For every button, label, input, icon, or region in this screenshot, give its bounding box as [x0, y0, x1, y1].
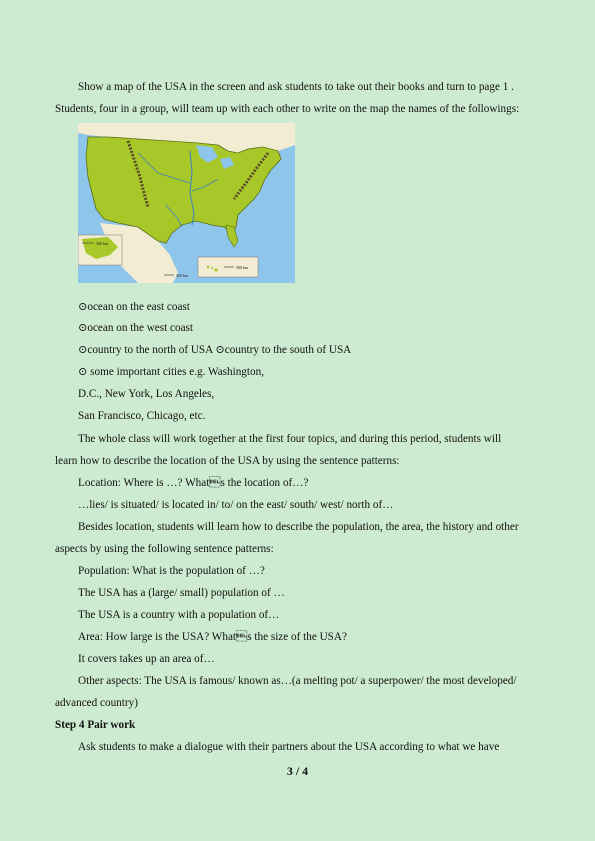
- population-answer-2: The USA is a country with a population of…: [78, 609, 280, 621]
- bullet-cities: ⊙ some important cities e.g. Washington,: [78, 366, 264, 378]
- mainland-scale-label: 500 km: [176, 273, 189, 278]
- bullet-north-south: ⊙country to the north of USA ⊙country to the south of USA: [78, 344, 352, 356]
- bullet-west-coast: ⊙ocean on the west coast: [78, 322, 193, 334]
- paragraph-intro-line-2: Students, four in a group, will team up with each other to write on the map the names of the followings:: [55, 103, 520, 115]
- bullet-cities-line-2: D.C., New York, Los Angeles,: [78, 388, 215, 400]
- hawaii-island-2: [211, 267, 213, 269]
- bullet-cities-line-3: San Francisco, Chicago, etc.: [78, 410, 206, 422]
- area-question: Area: How large is the USA? Whats the size of the USA?: [78, 631, 347, 643]
- paragraph-whole-class-line-1: The whole class will work together at the first four topics, and during this period, students will: [78, 433, 502, 445]
- step4-heading: Step 4 Pair work: [55, 719, 136, 731]
- step4-paragraph-line-1: Ask students to make a dialogue with their partners about the USA according to what we have: [78, 741, 500, 753]
- population-question: Population: What is the population of …?: [78, 565, 265, 577]
- hawaii-scale-label: 500 km: [236, 265, 249, 270]
- bullet-east-coast: ⊙ocean on the east coast: [78, 301, 190, 313]
- paragraph-intro-line-1: Show a map of the USA in the screen and ask students to take out their books and turn to page 1 .: [78, 81, 514, 93]
- area-answer: It covers takes up an area of…: [78, 653, 215, 665]
- paragraph-besides-line-1: Besides location, students will learn how to describe the population, the area, the history and other: [78, 521, 519, 533]
- florida-peninsula: [226, 225, 238, 247]
- page-number: 3 / 4: [286, 764, 309, 778]
- usa-map-graphic: [78, 123, 295, 283]
- location-answer: …lies/ is situated/ is located in/ to/ on the east/ south/ west/ north of…: [78, 499, 394, 511]
- alaska-scale-label: 500 km: [96, 241, 109, 246]
- paragraph-besides-line-2: aspects by using the following sentence patterns:: [55, 543, 274, 555]
- usa-map-image: [78, 123, 295, 283]
- other-aspects-line-1: Other aspects: The USA is famous/ known as…(a melting pot/ a superpower/ the most developed/: [78, 675, 517, 687]
- other-aspects-line-2: advanced country): [55, 697, 138, 709]
- population-answer-1: The USA has a (large/ small) population of …: [78, 587, 285, 599]
- hawaii-island-3: [214, 268, 217, 271]
- location-question: Location: Where is …? Whats the location of…?: [78, 477, 309, 489]
- paragraph-whole-class-line-2: learn how to describe the location of the USA by using the sentence patterns:: [55, 455, 400, 467]
- hawaii-island-1: [207, 266, 209, 268]
